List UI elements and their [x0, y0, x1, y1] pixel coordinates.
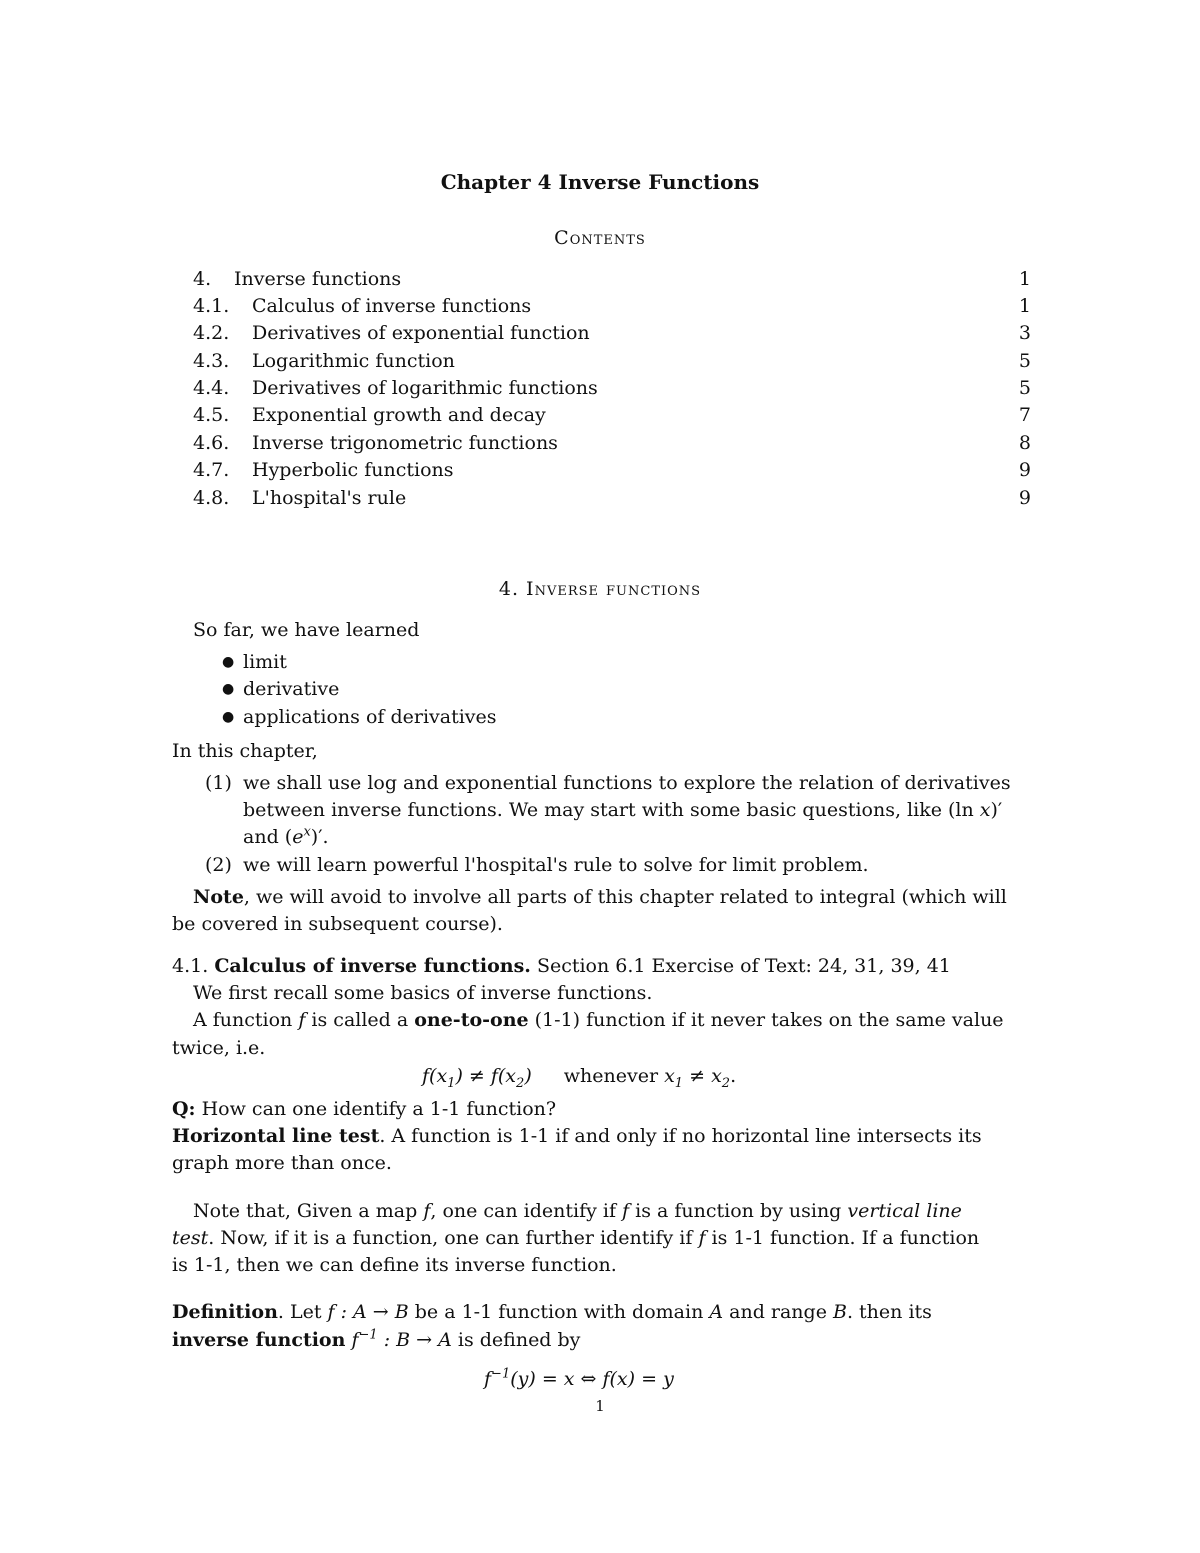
toc-number: 4.7. [193, 459, 230, 481]
toc-row[interactable] [193, 485, 1031, 511]
list-item-continuation: between inverse functions. We may start with some basic questions, like (ln x)′ [243, 799, 1003, 821]
toc-number: 4. [193, 268, 212, 290]
definition-line: Definition. Let f : A → B be a 1-1 function with domain A and range B. then its [172, 1301, 932, 1323]
recall-text: We first recall some basics of inverse functions. [193, 982, 653, 1004]
toc-number: 4.1. [193, 295, 230, 317]
bullet-icon: ● [222, 681, 235, 697]
toc-page: 5 [1018, 377, 1031, 399]
toc-page: 7 [1018, 404, 1031, 426]
toc-title: Hyperbolic functions [252, 459, 454, 481]
equation-inverse: $f^{-1}(y) = x$ ⇔ f(x) = y [484, 1366, 674, 1390]
note-line: be covered in subsequent course). [172, 913, 503, 935]
intro-text: So far, we have learned [193, 619, 420, 641]
toc-page: 5 [1018, 350, 1031, 372]
toc-page: 9 [1018, 459, 1031, 481]
list-item: applications of derivatives [243, 706, 497, 728]
section-heading: 4. Inverse functions [498, 578, 702, 600]
one-to-one-definition: A function f is called a one-to-one (1-1) function if it never takes on the same value [193, 1009, 1004, 1031]
toc-row[interactable] [193, 266, 1031, 292]
note-line: Note, we will avoid to involve all parts of this chapter related to integral (which will [193, 886, 1007, 908]
subsection-heading: 4.1. Calculus of inverse functions. Section 6.1 Exercise of Text: 24, 31, 39, 41 [172, 955, 951, 977]
contents-heading: Contents [554, 227, 646, 249]
toc-page: 1 [1018, 268, 1031, 290]
toc-row[interactable] [193, 320, 1031, 346]
toc-title: Logarithmic function [252, 350, 455, 372]
vertical-line-note: Note that, Given a map f, one can identify if f is a function by using vertical line [193, 1200, 962, 1222]
vertical-line-note: test. Now, if it is a function, one can further identify if f is 1-1 function. If a function [172, 1227, 980, 1249]
toc-number: 4.6. [193, 432, 230, 454]
toc-row[interactable] [193, 375, 1031, 401]
note-label: Note [193, 886, 244, 908]
horizontal-line-test: Horizontal line test. A function is 1-1 if and only if no horizontal line intersects its [172, 1125, 982, 1147]
toc-title: Derivatives of exponential function [252, 322, 590, 344]
enum-label: (1) [205, 772, 232, 794]
one-to-one-continuation: twice, i.e. [172, 1037, 266, 1059]
toc-title: Calculus of inverse functions [252, 295, 532, 317]
toc-number: 4.5. [193, 404, 230, 426]
list-item: limit [243, 651, 287, 673]
definition-line: inverse function $f^{-1}$ : B → A is defined by [172, 1327, 581, 1351]
chapter-title: Chapter 4 Inverse Functions [440, 170, 760, 194]
vertical-line-note: is 1-1, then we can define its inverse function. [172, 1254, 617, 1276]
horizontal-line-test-continuation: graph more than once. [172, 1152, 392, 1174]
toc-title: Inverse trigonometric functions [252, 432, 558, 454]
chapter-intro: In this chapter, [172, 740, 318, 762]
question-line: Q: How can one identify a 1-1 function? [172, 1098, 557, 1120]
toc-title: Derivatives of logarithmic functions [252, 377, 598, 399]
toc-title: L'hospital's rule [252, 487, 407, 509]
equation-one-to-one: $f(x_1) \ne f(x_2)$ whenever $x_1 \ne x_2$. [422, 1065, 737, 1091]
list-item: derivative [243, 678, 340, 700]
toc-number: 4.3. [193, 350, 230, 372]
bullet-icon: ● [222, 709, 235, 725]
enum-label: (2) [205, 854, 232, 876]
list-item-continuation: and $(e^x)'$. [243, 824, 329, 848]
toc-title: Inverse functions [234, 268, 402, 290]
toc-number: 4.4. [193, 377, 230, 399]
toc-number: 4.2. [193, 322, 230, 344]
bullet-icon: ● [222, 654, 235, 670]
toc-row[interactable] [193, 293, 1031, 319]
toc-page: 3 [1018, 322, 1031, 344]
toc-row[interactable] [193, 348, 1031, 374]
toc-row[interactable] [193, 457, 1031, 483]
list-item: we will learn powerful l'hospital's rule to solve for limit problem. [243, 854, 869, 876]
toc-row[interactable] [193, 430, 1031, 456]
toc-row[interactable] [193, 402, 1031, 428]
toc-title: Exponential growth and decay [252, 404, 546, 426]
list-item: we shall use log and exponential functions to explore the relation of derivatives [243, 772, 1011, 794]
toc-page: 1 [1018, 295, 1031, 317]
toc-page: 9 [1018, 487, 1031, 509]
toc-page: 8 [1018, 432, 1031, 454]
toc-number: 4.8. [193, 487, 230, 509]
page-number: 1 [595, 1397, 605, 1415]
